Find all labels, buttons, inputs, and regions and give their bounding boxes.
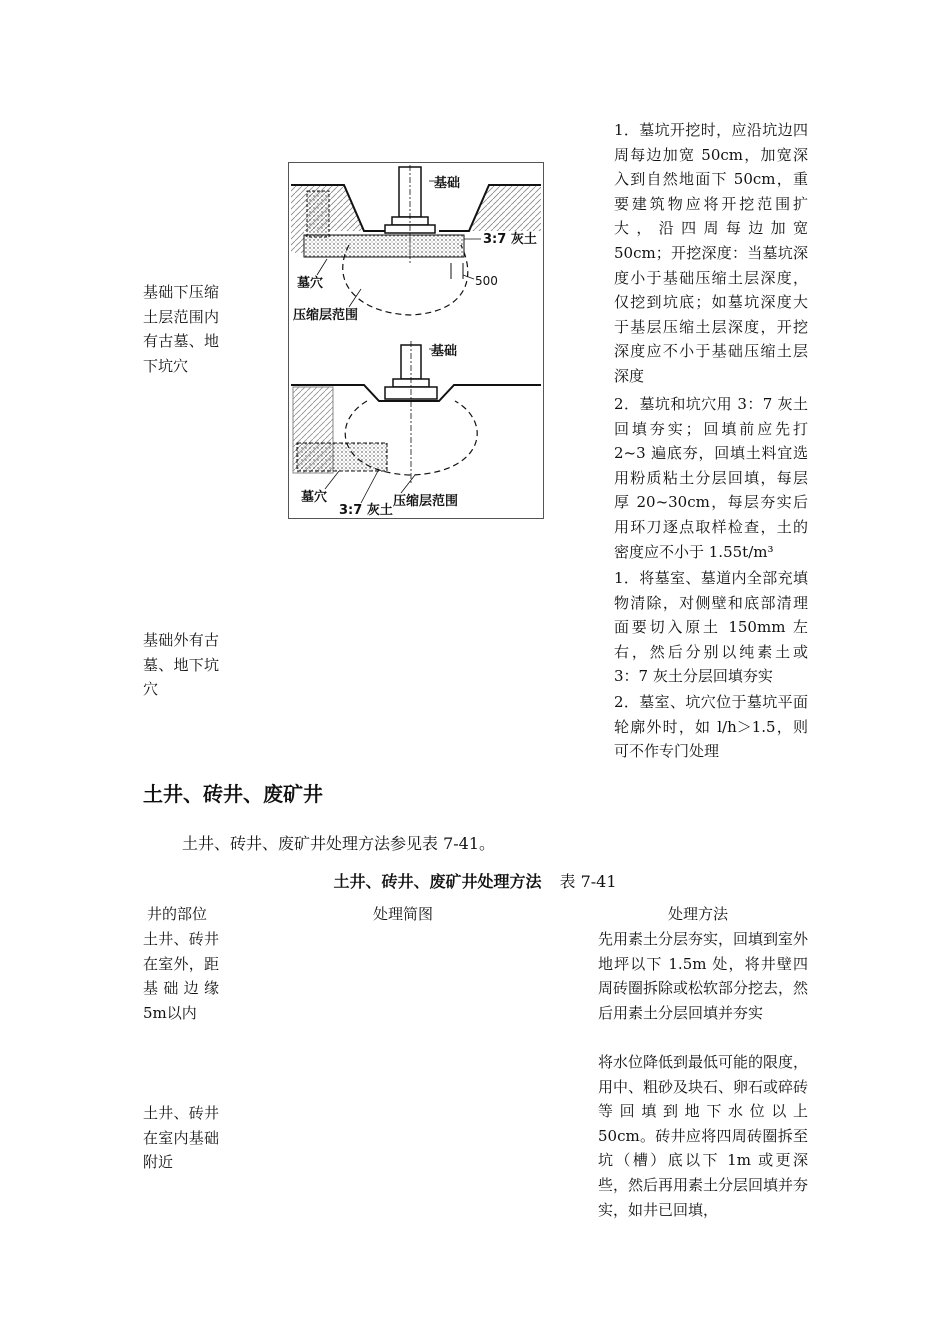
bottom-lime-soil-label: 3:7 灰土 — [339, 503, 393, 518]
top-foundation-label: 基础 — [434, 176, 461, 191]
table-header-diagram: 处理简图 — [373, 905, 434, 923]
bottom-foundation-label: 基础 — [431, 344, 458, 359]
bottom-compress-range-label: 压缩层范围 — [393, 494, 459, 509]
top-lime-soil-label: 3:7 灰土 — [483, 232, 537, 247]
row2-location: 基础外有古墓、地下坑穴 — [143, 631, 219, 699]
table-number: 表 7-41 — [559, 872, 617, 891]
tomb-treatment-diagram — [289, 163, 543, 518]
top-tomb-label: 墓穴 — [297, 276, 324, 291]
row1-location: 基础下压缩土层范围内有古墓、地下坑穴 — [143, 283, 219, 375]
section-heading: 土井、砖井、废矿井 — [143, 782, 323, 806]
row2-method-2: 2．墓室、坑穴位于墓坑平面轮廓外时，如 l/h＞1.5，则可不作专门处理 — [614, 693, 808, 761]
bottom-tomb-label: 墓穴 — [301, 490, 328, 505]
table-header-method: 处理方法 — [668, 905, 729, 923]
table-row-2-location: 土井、砖井在室内基础附近 — [143, 1104, 219, 1172]
row1-method-1: 1．墓坑开挖时，应沿坑边四周每边加宽 50cm，加宽深入到自然地面下 50cm，重要建筑物应将开挖范围扩大，沿四周每边加宽 50cm；开挖深度：当墓坑深度小于基础压缩土层深度，仅挖到坑底；如墓坑深度大于基层压缩土层深度，开挖深度应不小于基础压缩土层深度 — [614, 121, 808, 385]
table-caption — [0, 869, 950, 892]
top-diagram — [291, 165, 541, 323]
bottom-diagram — [291, 341, 541, 518]
top-compress-range-label: 压缩层范围 — [293, 308, 359, 323]
table-header-location: 井的部位 — [147, 905, 208, 923]
top-dimension-label: 500 — [475, 274, 498, 288]
tomb-treatment-figure — [288, 162, 544, 519]
row2-method-1: 1．将墓室、墓道内全部充填物清除，对侧壁和底部清理面要切入原土 150mm 左右，然后分别以纯素土或 3：7 灰土分层回填夯实 — [614, 569, 808, 686]
section-intro: 土井、砖井、废矿井处理方法参见表 7-41。 — [182, 834, 496, 853]
table-title: 土井、砖井、废矿井处理方法 — [333, 872, 542, 891]
table-row-1-location: 土井、砖井在室外，距基础边缘 5m以内 — [143, 930, 219, 1022]
table-row-2-method: 将水位降低到最低可能的限度，用中、粗砂及块石、卵石或碎砖等回填到地下水位以上 50cm。砖井应将四周砖圈拆至坑（槽）底以下 1m 或更深些，然后再用素土分层回填并夯实，如井已回填， — [598, 1053, 809, 1219]
table-row-1-method: 先用素土分层夯实，回填到室外地坪以下 1.5m 处，将井壁四周砖圈拆除或松软部分挖去，然后用素土分层回填并夯实 — [598, 930, 809, 1022]
row1-method-2: 2．墓坑和坑穴用 3：7 灰土回填夯实；回填前应先打 2~3 遍底夯，回填土料宜选用粉质粘土分层回填，每层厚 20~30cm，每层夯实后用环刀逐点取样检查，土的密度应不小于 1.55t/m³ — [614, 395, 808, 561]
